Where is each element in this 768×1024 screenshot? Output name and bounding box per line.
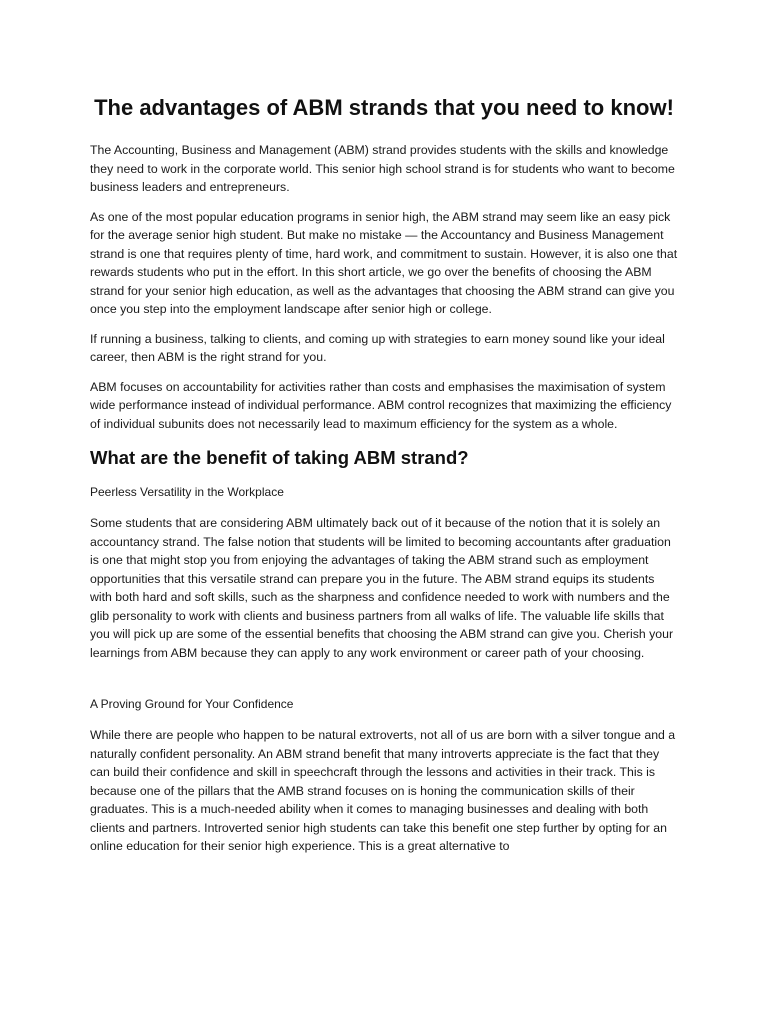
intro-paragraph-3: If running a business, talking to clients, and coming up with strategies to earn money sound like your ideal career, then ABM is the right strand for you.: [90, 331, 665, 364]
intro-paragraph-2: As one of the most popular education programs in senior high, the ABM strand may seem like an easy pick for the average senior high student. But make no mistake — the Accountancy and Business Management strand is one that requires plenty of time, hard work, and commitment to sustain. However, it is also one that rewards students who put in the effort. In this short article, we go over the benefits of choosing the ABM strand for your senior high education, as well as the advantages that choosing the ABM strand can give you once you step into the employment landscape after senior high or college.: [90, 209, 678, 316]
spacer: [90, 673, 678, 695]
section-heading: What are the benefit of taking ABM strand?: [90, 447, 469, 468]
intro-paragraph-4: ABM focuses on accountability for activities rather than costs and emphasises the maximisation of system wide performance instead of individual performance. ABM control recognizes that maximizing the efficiency of individual subunits does not necessarily lead to maximum efficiency for the system as a whole.: [90, 379, 672, 431]
subsection-heading-confidence: A Proving Ground for Your Confidence: [90, 697, 294, 711]
subsection-body-versatility: Some students that are considering ABM ultimately back out of it because of the notion that it is solely an accountancy strand. The false notion that students will be limited to becoming accountants after graduation is one that might stop you from enjoying the advantages of taking the ABM strand such as employment opportunities that this versatile strand can prepare you in the future. The ABM strand equips its students with both hard and soft skills, such as the sharpness and confidence needed to work with numbers and the glib personality to work with clients and business partners from all walks of life. The valuable life skills that you will pick up are some of the essential benefits that choosing the ABM strand can give you. Cherish your learnings from ABM because they can apply to any work environment or career path of your choosing.: [90, 516, 674, 660]
intro-paragraph-1: The Accounting, Business and Management (ABM) strand provides students with the skills and knowledge they need to work in the corporate world. This senior high school strand is for students who want to become business leaders and entrepreneurs.: [90, 143, 675, 194]
article-title: The advantages of ABM strands that you need to know!: [94, 95, 674, 120]
subsection-body-confidence: While there are people who happen to be natural extroverts, not all of us are born with a silver tongue and a naturally confident personality. An ABM strand benefit that many introverts appreciate is the fact that they can build their confidence and skill in speechcraft through the lessons and activities in their track. This is because one of the pillars that the AMB strand focuses on is honing the communication skills of their graduates. This is a much-needed ability when it comes to managing businesses and dealing with both clients and partners. Introverted senior high students can take this benefit one step further by opting for an online education for their senior high experience. This is a great alternative to: [90, 728, 676, 853]
subsection-heading-versatility: Peerless Versatility in the Workplace: [90, 485, 284, 499]
